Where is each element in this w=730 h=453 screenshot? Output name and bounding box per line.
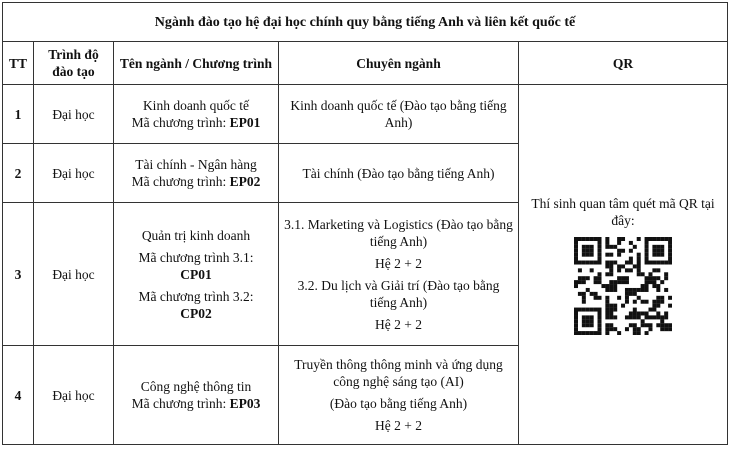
program-code-label-2: Mã chương trình 3.2: (138, 288, 254, 304)
program-code: EP01 (229, 115, 261, 130)
major-note: (Đào tạo bằng tiếng Anh) (329, 396, 468, 411)
table-row (3, 85, 728, 144)
program-table (2, 2, 728, 445)
system-1: Hệ 2 + 2 (375, 255, 422, 271)
header-tt: TT (3, 42, 34, 85)
program-code-1: CP01 (180, 266, 212, 282)
program-name: Tài chính - Ngân hàng (135, 157, 257, 172)
program-name: Quản trị kinh doanh (141, 227, 251, 243)
header-row (3, 42, 728, 85)
row-program (114, 346, 279, 445)
program-name: Công nghệ thông tin (140, 379, 252, 394)
row-level: Đại học (34, 346, 114, 445)
program-code: EP03 (229, 396, 261, 411)
row-level: Đại học (34, 144, 114, 203)
header-level: Trình độ đào tạo (34, 42, 114, 85)
header-qr: QR (519, 42, 728, 85)
program-code-label: Mã chương trình: (131, 115, 230, 130)
row-program (114, 85, 279, 144)
row-number: 3 (3, 203, 34, 346)
row-number: 2 (3, 144, 34, 203)
header-program: Tên ngành / Chương trình (114, 42, 279, 85)
program-code: EP02 (229, 174, 261, 189)
program-code-label: Mã chương trình: (131, 396, 230, 411)
major-system: Hệ 2 + 2 (375, 418, 422, 433)
program-code-label: Mã chương trình: (131, 174, 230, 189)
qr-instruction: Thí sinh quan tâm quét mã QR tại đây: (531, 195, 715, 228)
row-number: 4 (3, 346, 34, 445)
major-name: Truyền thông thông minh và ứng dụng công nghệ sáng tạo (AI) (294, 357, 503, 389)
major-1: 3.1. Marketing và Logistics (Đào tạo bằng tiếng Anh) (284, 216, 513, 249)
table-title: Ngành đào tạo hệ đại học chính quy bằng tiếng Anh và liên kết quốc tế (3, 3, 728, 42)
row-program (114, 203, 279, 346)
program-name: Kinh doanh quốc tế (142, 98, 250, 113)
row-level: Đại học (34, 85, 114, 144)
program-code-line (118, 114, 274, 131)
program-code-line (118, 173, 274, 190)
row-program (114, 144, 279, 203)
row-major (279, 203, 519, 346)
row-major (279, 346, 519, 445)
row-major: Tài chính (Đào tạo bằng tiếng Anh) (279, 144, 519, 203)
qr-code-icon[interactable] (574, 237, 672, 335)
row-number: 1 (3, 85, 34, 144)
header-major: Chuyên ngành (279, 42, 519, 85)
major-2: 3.2. Du lịch và Giải trí (Đào tạo bằng tiếng Anh) (297, 277, 500, 310)
qr-cell (519, 85, 728, 445)
program-code-2: CP02 (180, 305, 212, 321)
program-code-line (118, 395, 274, 412)
program-code-label-1: Mã chương trình 3.1: (138, 249, 254, 265)
system-2: Hệ 2 + 2 (375, 316, 422, 332)
program-table-container (2, 2, 727, 445)
row-major: Kinh doanh quốc tế (Đào tạo bằng tiếng Anh) (279, 85, 519, 144)
row-level: Đại học (34, 203, 114, 346)
